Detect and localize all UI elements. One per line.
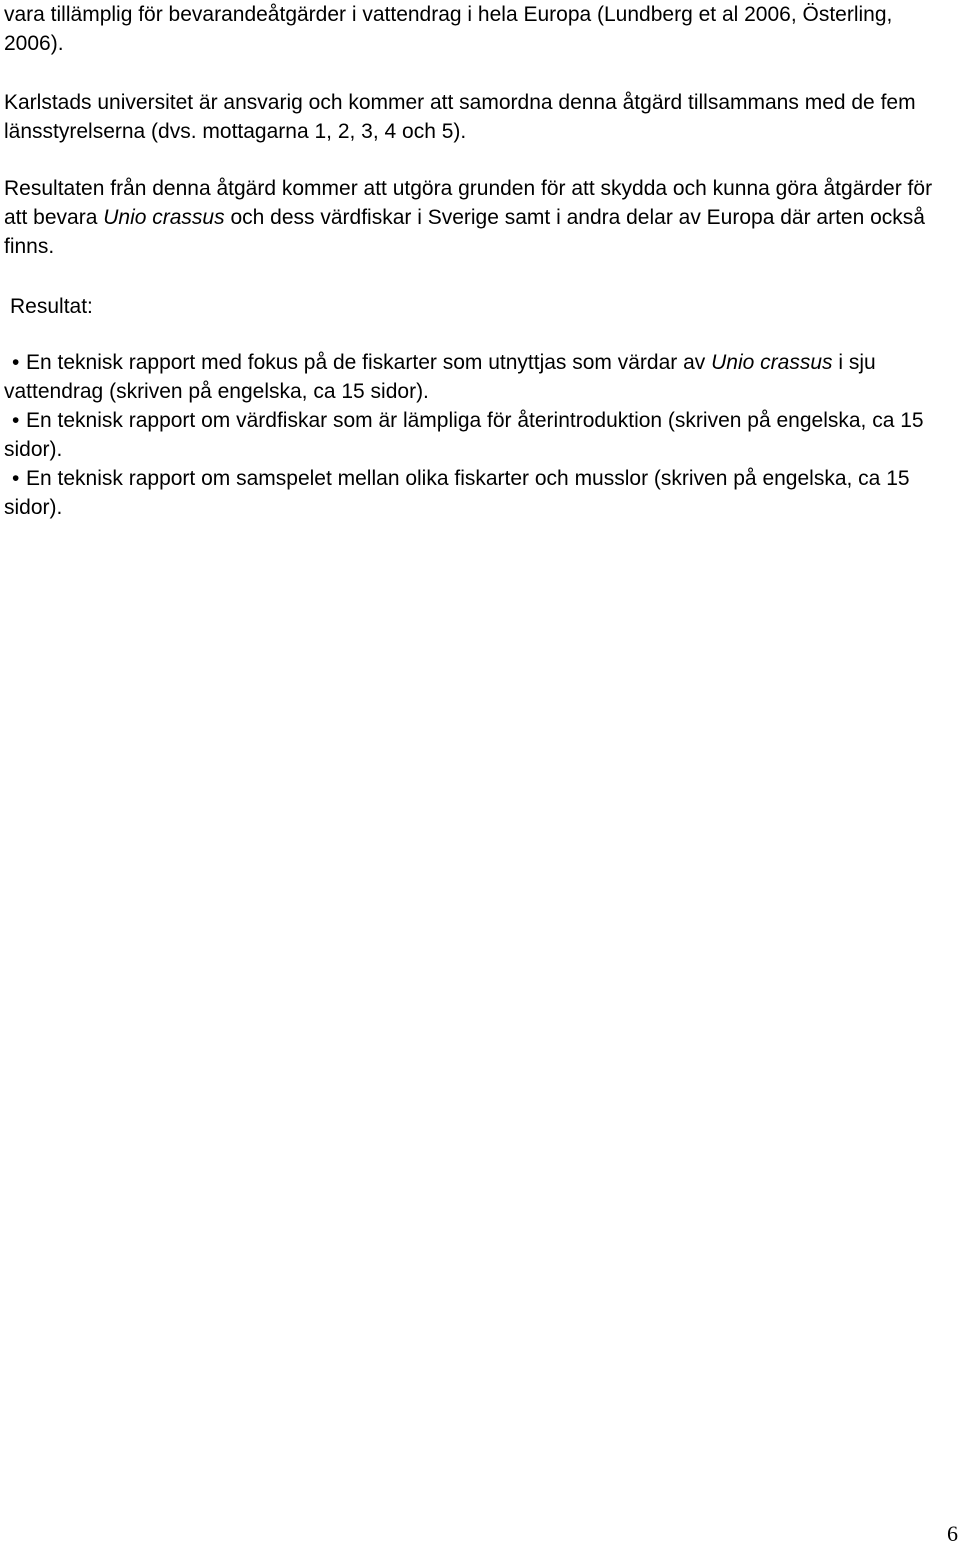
results-item-text-after: i sju vattendrag (skriven på engelska, ca 15 sidor). [4,351,876,403]
page-number: 6 [947,1521,958,1546]
paragraph-scope: vara tillämplig för bevarandeåtgärder i vattendrag i hela Europa (Lundberg et al 2006, Österling, 2006). [4,3,893,55]
paragraph-outcome-text-after: och dess värdfiskar i Sverige samt i andra delar av Europa där arten också finns. [4,206,925,258]
results-list-item [4,348,954,406]
bullet-icon: • [12,467,20,490]
paragraph-outcome [4,174,954,261]
bullet-icon: • [12,409,20,432]
paragraph-responsibility: Karlstads universitet är ansvarig och kommer att samordna denna åtgärd tillsammans med de fem länsstyrelserna (dvs. mottagarna 1, 2, 3, 4 och 5). [4,91,916,143]
bullet-icon: • [12,351,20,374]
paragraph-outcome-text-before: Resultaten från denna åtgärd kommer att utgöra grunden för att skydda och kunna göra åtgärder för att bevara [4,177,933,229]
results-list-item [4,464,954,522]
results-item-text: En teknisk rapport om värdfiskar som är lämpliga för återintroduktion (skriven på engelska, ca 15 sidor). [4,409,924,461]
species-name: Unio crassus [711,351,833,374]
species-name: Unio crassus [103,206,225,229]
results-list [4,348,954,522]
results-heading: Resultat: [10,295,93,318]
results-item-text: En teknisk rapport om samspelet mellan olika fiskarter och musslor (skriven på engelska, ca 15 sidor). [4,467,910,519]
results-item-text-before: En teknisk rapport med fokus på de fiskarter som utnyttjas som värdar av [26,351,712,374]
results-list-item [4,406,954,464]
